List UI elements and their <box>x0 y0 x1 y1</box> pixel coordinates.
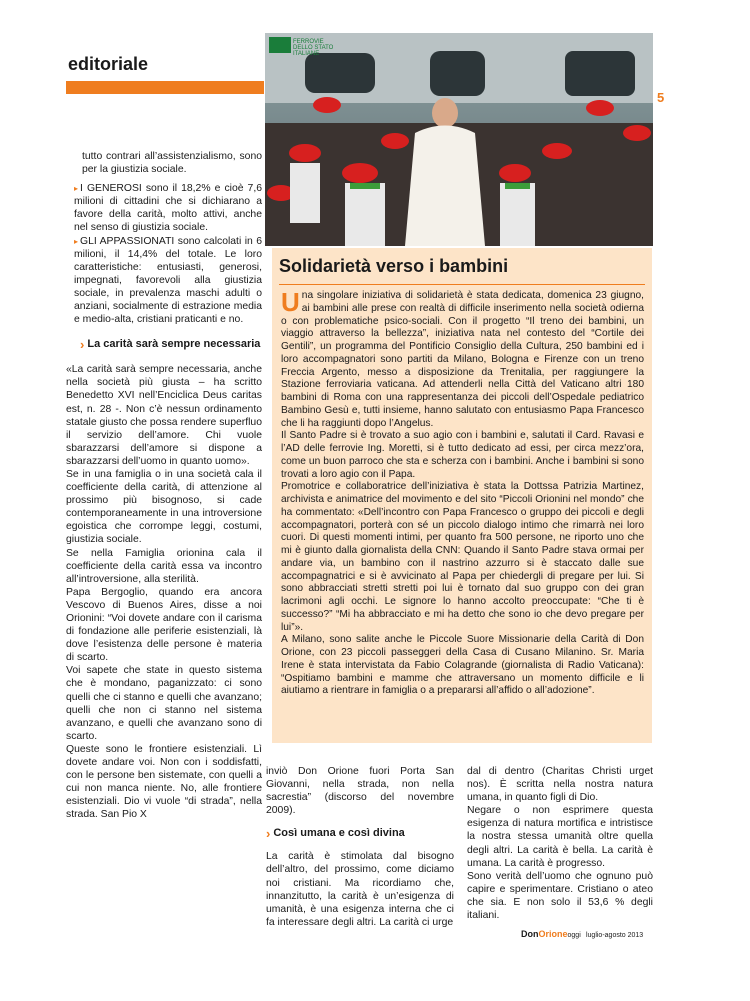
box-body <box>281 287 644 698</box>
chevron-right-icon: › <box>80 337 85 353</box>
box-paragraph: A Milano, sono salite anche le Piccole Suore Missionarie della Carità di Don Orione, con 23 piccoli passeggeri della Casa di Cusano Milanino. Sr. Maria Irene è stata intervistata da Fabio Colagrande (giornalista di Radio Vaticana): “Ospitiamo bambini e mamme che attraversano un momento difficile e li aiutiamo a rientrare in famiglia o a prepararsi all’affido o all’adozione”. <box>281 634 644 697</box>
paragraph: Papa Bergoglio, quando era ancora Vescovo di Buenos Aires, disse a noi Orionini: “Voi dovete andare con il carisma di fondazione alle periferie esistenziali, là dove l’esistenza delle persone è materia di scarto. <box>66 586 262 664</box>
bullet-appassionati <box>74 235 262 327</box>
paragraph: Negare o non esprimere questa esigenza di natura mortifica e intristisce la nostra stessa umanità oltre quella degli altri. La carità è bella. La carità è umana. La carità è progresso. <box>467 805 653 869</box>
bullet-generosi <box>74 182 262 234</box>
section-title: editoriale <box>68 54 149 74</box>
paragraph: La carità è stimolata dal bisogno dell’altro, del prossimo, come diciamo noi cristiani. Ma ricordiamo che, innanzitutto, la carità è un’esigenza di umanità, è una esigenza interna che ci fa interessare degli altri. La carità ci urge <box>266 851 454 928</box>
brand-orione: Orione <box>538 929 568 939</box>
bullet-arrow-icon: ▸ <box>74 184 79 194</box>
paragraph: Voi sapete che state in questo sistema che è mondano, paganizzato: ci sono quelli che ci stanno e quelli che avanzano; quelli che non ci stanno nel sistema avanzano, e quelli che avanzano sono di scarto. <box>66 665 262 742</box>
box-paragraph: Il Santo Padre si è trovato a suo agio con i bambini e, salutati il Card. Ravasi e l’AD delle ferrovie Ing. Moretti, si è tutto dedicato ad essi, per circa mezz’ora, come un buon parroco che sta e scherza con i bambini. Anche i bambini si sono trovati a loro agio con il Papa. <box>281 430 644 480</box>
middle-column <box>266 765 454 929</box>
paragraph: «La carità sarà sempre necessaria, anche nella società più giusta – ha scritto Benedetto XVI nell’Enciclica Deus caritas est, n. 28 -. Non c’è nessun ordinamento statale giusto che possa rendere superfluo il servizio dell’amore. Chi vuole sbarazzarsi dell’amore si dispone a sbarazzarsi dell’uomo in quanto uomo». <box>66 364 262 467</box>
brand-oggi: oggi <box>567 932 581 939</box>
subheading-umana <box>266 827 454 840</box>
bullet-lead: I GENEROSI <box>80 183 142 195</box>
paragraph: Queste sono le frontiere esistenziali. Lì dovete andare voi. Non con i soddisfatti, con le persone ben sistemate, con quelli a cui non manca niente. No, alle frontiere esistenziali. Dio vi vuole “di strada”, nella strada. San Pio X <box>66 743 262 821</box>
paragraph: Se nella Famiglia orionina cala il coefficiente della carità essa va incontro all’introversione, alla sterilità. <box>66 547 262 585</box>
subheading-carita <box>80 338 262 351</box>
intro-text: tutto contrari all’assistenzialismo, sono per la giustizia sociale. <box>82 151 262 176</box>
subheading-text: Così umana e così divina <box>273 827 405 840</box>
issue-date: luglio-agosto 2013 <box>585 932 644 939</box>
logo-line3: ITALIANE <box>293 51 320 57</box>
chevron-right-icon: › <box>266 826 271 842</box>
box-title: Solidarietà verso i bambini <box>279 256 509 276</box>
photo-illustration <box>265 33 653 246</box>
dropcap: U <box>281 287 300 317</box>
box-paragraph: Una singolare iniziativa di solidarietà è stata dedicata, domenica 23 giugno, ai bambini alle prese con realtà di difficile inserimento nella società odierna o con problematiche psico-sociali. Con il progetto “Il treno dei bambini, un viaggio attraverso la bellezza”, iniziativa nata nel contesto del “Cortile dei Gentili”, un programma del Pontificio Consiglio della Cultura, 250 bambini ed i loro accompagnatori sono partiti da Milano, Bologna e Firenze con un treno Freccia Argento, messo a disposizione da Trenitalia, per raggiungere la Stazione ferroviaria vaticana. Ad attenderli nella Città del Vaticano altri 180 bambini di Roma con una rappresentanza dei piccoli dell’Ospedale pediatrico Bambino Gesù e, tutti insieme, hanno salutato con entusiasmo Papa Francesco che li ha raggiunti dopo l’Angelus. <box>281 287 644 429</box>
left-column <box>66 150 262 822</box>
box-divider <box>279 284 645 285</box>
bullet-text: sono il 18,2% e cioè 7,6 milioni di cittadini che si dichiarano a favore della carità, molto attivi, anche nel senso di giustizia sociale. <box>74 183 263 234</box>
brand-don: Don <box>521 929 539 939</box>
logo-line1: FERROVIE <box>293 39 324 45</box>
right-column <box>467 765 653 922</box>
footer-brand <box>521 929 643 939</box>
photo-pope-with-children <box>265 33 653 246</box>
bullet-text: sono calcolati in 6 milioni, il 14,4% del totale. Le loro caratteristiche: entusiasti, generosi, impegnati, favorevoli alla giustizia sociale, in prevalenza maschi adulti o anziani, socialmente di estrazione media e medio-alta, cristiani praticanti e no. <box>74 235 262 326</box>
section-accent-bar <box>66 81 264 94</box>
paragraph: dal di dentro (Charitas Christi urget nos). È scritta nella nostra natura umana, in quanto figli di Dio. <box>467 766 653 804</box>
box-paragraph: Promotrice e collaboratrice dell’iniziativa è stata la Dottssa Patrizia Martinez, archivista e animatrice del movimento e del sito “Piccoli Orionini nel mondo” che ha commentato: «Dell’incontro con Papa Francesco o gruppo dei piccoli e degli accompagnatori, porterà con sé un piccolo dialogo intimo che rimarrà nei loro cuori. Di questi momenti intimi, per quanto fra 500 persone, ne riporto uno che mi è giunto dalla giornalista della CNN: Quando il Santo Padre stava ormai per andare via, un bambino con il nastrino azzurro si è staccato dalle sue accompagnatrici e si è avvicinato al Papa per chiedergli di pregare per lui. Si sono abbracciati stretti stretti poi lui è tornato dal suo gruppo con dei gran lacrimoni agli occhi. Le signore lo hanno accolto preoccupate: “Che ti è successo?” “Mi ha abbracciato e mi ha detto che sono io che devo pregare per lui”». <box>281 481 644 633</box>
paragraph: inviò Don Orione fuori Porta San Giovanni, nella strada, non nella sacrestia” (discorso del novembre 2009). <box>266 766 454 817</box>
subheading-text: La carità sarà sempre necessaria <box>87 338 261 351</box>
bullet-lead: GLI APPASSIONATI <box>80 235 175 247</box>
logo-line2: DELLO STATO <box>293 45 334 51</box>
page-number: 5 <box>657 90 665 105</box>
paragraph: Sono verità dell’uomo che ognuno può capire e sperimentare. Cristiano o ateo che sia. E non solo il 53,6 % degli italiani. <box>467 870 653 922</box>
bullet-arrow-icon: ▸ <box>74 236 79 246</box>
paragraph: Se in una famiglia o in una società cala il coefficiente della carità, di attenzione al prossimo più bisognoso, si cade contemporaneamente in una introversione egoistica che corrompe leggi, costumi, giustizia sociale. <box>66 468 262 546</box>
